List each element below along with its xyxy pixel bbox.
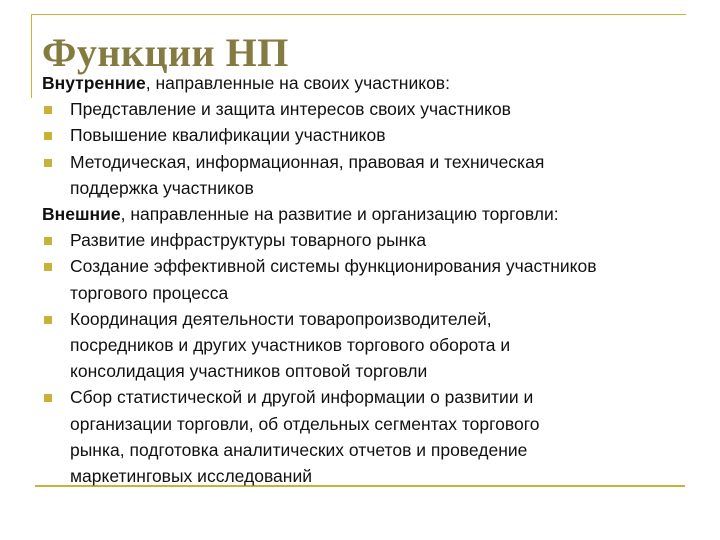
square-bullet-icon [44, 132, 52, 140]
internal-heading-bold: Внутренние [42, 73, 146, 93]
bullet-item-text-line: Координация деятельности товаропроизводителей, [70, 308, 492, 329]
frame-vertical-line [31, 14, 32, 98]
bullet-item-text-line: консолидация участников оптовой торговли [70, 361, 428, 382]
bullet-item-text-line: посредников и других участников торгового оборота и [70, 335, 511, 356]
bullet-item-text-line: Методическая, информационная, правовая и техническая [70, 151, 545, 172]
external-list [42, 227, 692, 489]
bullet-item-text-line: организации торговли, об отдельных сегментах торгового [70, 413, 540, 434]
bullet-item [42, 253, 692, 305]
square-bullet-icon [44, 394, 52, 402]
frame-top-line [31, 14, 686, 15]
external-heading-bold: Внешние [42, 204, 121, 225]
bullet-item [42, 96, 692, 122]
bullet-item [42, 227, 692, 253]
bullet-item [42, 149, 692, 201]
square-bullet-icon [44, 237, 52, 245]
slide-title: Функции НП [42, 30, 289, 75]
external-heading-rest: , направленные на развитие и организацию торговли: [120, 204, 559, 225]
bullet-item [42, 122, 692, 148]
square-bullet-icon [44, 159, 52, 167]
bullet-item-text-line: рынка, подготовка аналитических отчетов и проведение [70, 439, 528, 460]
internal-list [42, 96, 692, 201]
internal-heading-rest: , направленные на своих участников: [145, 73, 450, 93]
bullet-item [42, 384, 692, 489]
bullet-item-text-line: Сбор статистической и другой информации о развитии и [70, 387, 534, 408]
internal-heading [42, 70, 692, 96]
bullet-item-text-line: Создание эффективной системы функционирования участников [70, 256, 597, 277]
square-bullet-icon [44, 263, 52, 271]
bullet-item-text-line: маркетинговых исследований [70, 466, 313, 487]
bullet-item-text-line: поддержка участников [70, 177, 254, 198]
square-bullet-icon [44, 106, 52, 114]
bullet-item-text-line: торгового процесса [70, 282, 229, 303]
bullet-item-text-line: Развитие инфраструктуры товарного рынка [70, 230, 427, 251]
square-bullet-icon [44, 316, 52, 324]
bullet-item-text-line: Представление и защита интересов своих участников [70, 99, 511, 120]
external-heading [42, 201, 692, 227]
bullet-item [42, 306, 692, 385]
bullet-item-text-line: Повышение квалификации участников [70, 125, 386, 146]
slide-content [42, 70, 692, 489]
